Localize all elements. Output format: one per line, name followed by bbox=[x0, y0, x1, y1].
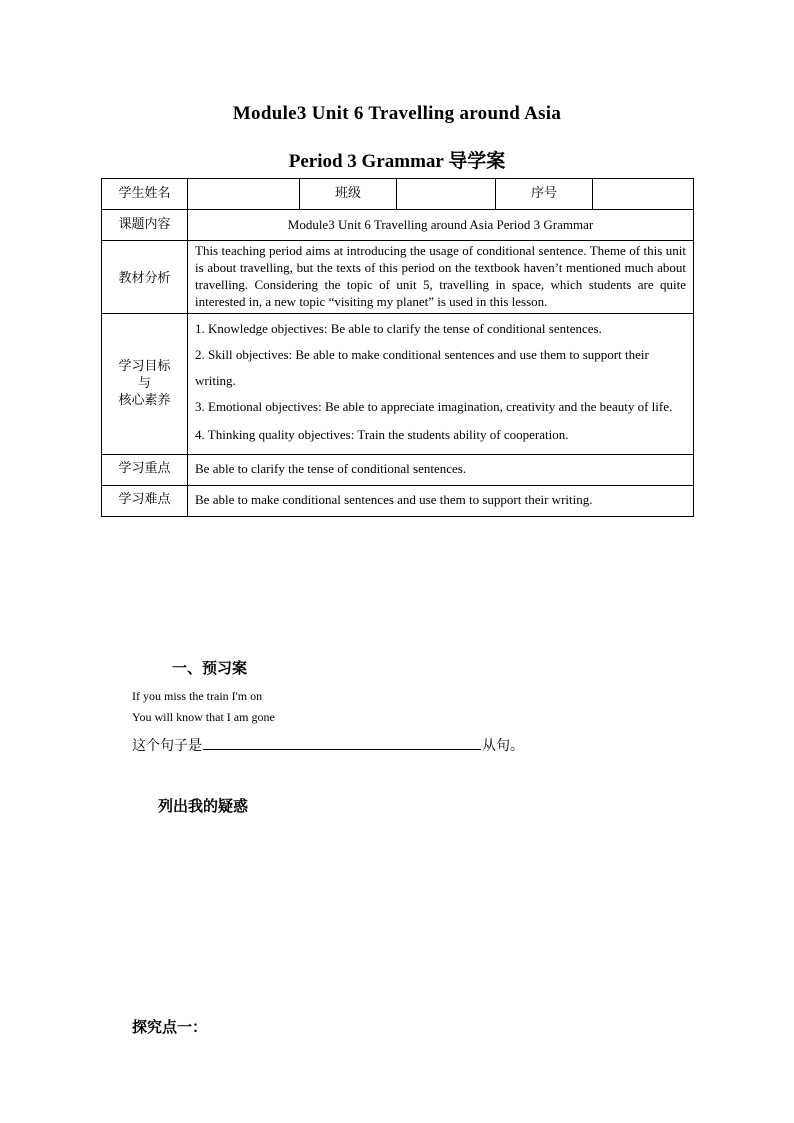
topic-label: 课题内容 bbox=[102, 210, 188, 241]
analysis-label: 教材分析 bbox=[102, 241, 188, 314]
difficulties-label: 学习难点 bbox=[102, 485, 188, 516]
topic-value: Module3 Unit 6 Travelling around Asia Period 3 Grammar bbox=[188, 210, 694, 241]
analysis-text: This teaching period aims at introducing the usage of conditional sentence. Theme of this unit is about travelling, but the texts of this period on the textbook haven’t mentioned much about travelling. Considering the topic of unit 5, travelling in space, which students are quite interested in, a new topic “visiting my planet” is used in this lesson. bbox=[188, 241, 694, 314]
lesson-info-table bbox=[101, 178, 694, 517]
table-row-analysis bbox=[102, 241, 694, 314]
goals-list bbox=[188, 313, 694, 454]
class-label: 班级 bbox=[300, 179, 397, 210]
goals-label-line1: 学习目标 bbox=[118, 359, 171, 375]
page-title: Module3 Unit 6 Travelling around Asia bbox=[232, 103, 562, 124]
fill-prefix: 这个句子是 bbox=[132, 738, 202, 754]
goal-item: 2. Skill objectives: Be able to make conditional sentences and use them to support their writing. bbox=[195, 346, 649, 388]
table-row-goals bbox=[102, 313, 694, 454]
preview-heading: 一、预习案 bbox=[172, 659, 248, 677]
page-subtitle bbox=[0, 146, 794, 173]
key-points-label: 学习重点 bbox=[102, 454, 188, 485]
lyric-line-1: If you miss the train I'm on bbox=[132, 689, 263, 703]
explore-heading: 探究点一： bbox=[132, 1018, 208, 1036]
student-name-label: 学生姓名 bbox=[102, 179, 188, 210]
class-field[interactable] bbox=[397, 179, 496, 210]
goal-item: 3. Emotional objectives: Be able to appreciate imagination, creativity and the beauty of life. bbox=[195, 398, 673, 414]
key-points-text: Be able to clarify the tense of conditional sentences. bbox=[188, 454, 694, 485]
seat-number-field[interactable] bbox=[593, 179, 694, 210]
lyric-line-2: You will know that I am gone bbox=[132, 710, 275, 724]
seat-number-label: 序号 bbox=[496, 179, 593, 210]
goals-label-line2: 与 bbox=[137, 376, 151, 392]
fill-suffix: 从句。 bbox=[482, 738, 524, 754]
goal-item: 1. Knowledge objectives: Be able to clarify the tense of conditional sentences. bbox=[195, 320, 602, 336]
answer-blank[interactable] bbox=[203, 735, 481, 750]
difficulties-text: Be able to make conditional sentences and use them to support their writing. bbox=[188, 485, 694, 516]
goals-label bbox=[102, 313, 188, 454]
fill-in-question bbox=[132, 735, 524, 755]
student-name-field[interactable] bbox=[188, 179, 300, 210]
table-row-student bbox=[102, 179, 694, 210]
doubts-heading: 列出我的疑惑 bbox=[158, 797, 249, 815]
table-row-difficulties bbox=[102, 485, 694, 516]
table-row-key-points bbox=[102, 454, 694, 485]
table-row-topic bbox=[102, 210, 694, 241]
goal-item: 4. Thinking quality objectives: Train the students ability of cooperation. bbox=[195, 426, 569, 442]
page-subtitle-text: Period 3 Grammar 导学案 bbox=[288, 151, 506, 172]
goals-label-line3: 核心素养 bbox=[118, 393, 171, 408]
